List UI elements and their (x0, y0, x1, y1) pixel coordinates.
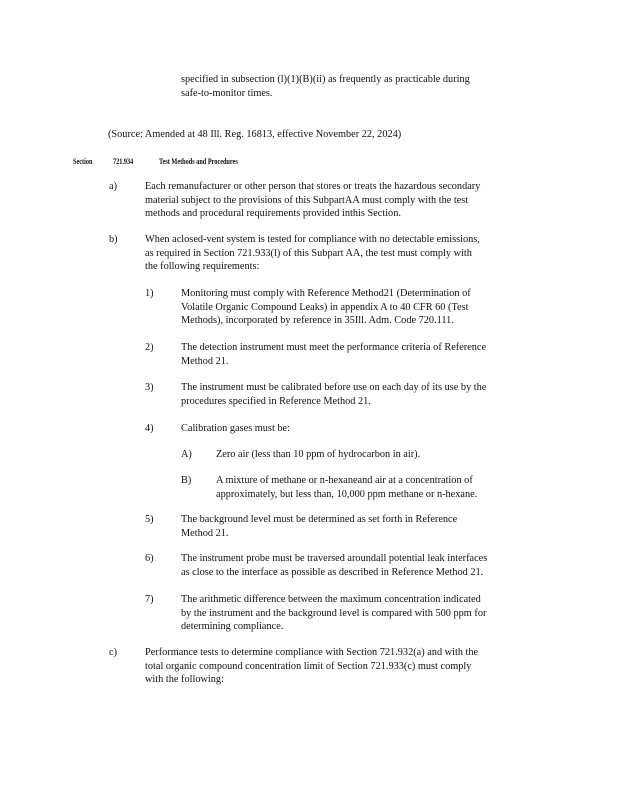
text-line: The arithmetic difference between the maximum concentration indicated (181, 594, 481, 605)
text-line: The background level must be determined as set forth in Reference (181, 514, 458, 525)
text-line: with the following: (145, 674, 224, 686)
item-1-label: 1) (145, 288, 154, 299)
item-4-text (181, 422, 537, 436)
item-5-label: 5) (145, 514, 154, 525)
source-note: (Source: Amended at 48 Ill. Reg. 16813, effective November 22, 2024) (108, 129, 402, 140)
text-line: Each remanufacturer or other person that stores or treats the hazardous secondary (145, 181, 481, 192)
text-line: Volatile Organic Compound Leaks) in appendix A to 40 CFR 60 (Test (181, 301, 469, 313)
text-line: The detection instrument must meet the performance criteria of Reference (181, 342, 487, 353)
subitem-a-label: A) (181, 449, 192, 460)
text-line: The instrument must be calibrated before use on each day of its use by the (181, 382, 487, 393)
text-line: Calibration gases must be: (181, 423, 290, 434)
item-7-label: 7) (145, 594, 154, 605)
para-b-label: b) (109, 234, 118, 245)
text-line: The instrument probe must be traversed aroundall potential leak interfaces (181, 553, 488, 564)
item-2-text (181, 341, 537, 368)
item-5-text (181, 513, 537, 540)
subitem-b-text (216, 474, 536, 501)
item-7-text (181, 593, 537, 634)
item-4-label: 4) (145, 423, 154, 434)
text-line: Method 21. (181, 527, 229, 539)
text-line: by the instrument and the background level is compared with 500 ppm for (181, 607, 487, 619)
text-line: safe-to-monitor times. (181, 87, 273, 99)
para-c-text (145, 646, 535, 687)
text-line: the following requirements: (145, 261, 260, 273)
para-c-label: c) (109, 647, 117, 658)
text-line: specified in subsection (l)(1)(B)(ii) as frequently as practicable during (181, 74, 470, 85)
text-line: total organic compound concentration limit of Section 721.933(c) must comply (145, 660, 472, 672)
section-title: Test Methods and Procedures (159, 157, 238, 166)
text-line: A mixture of methane or n-hexaneand air at a concentration of (216, 475, 473, 486)
text-line: as close to the interface as possible as described in Reference Method 21. (181, 566, 484, 578)
subitem-b-label: B) (181, 475, 192, 486)
section-label: Section (73, 157, 93, 166)
text-line: Methods), incorporated by reference in 35Ill. Adm. Code 720.111. (181, 315, 454, 327)
text-line: Performance tests to determine compliance with Section 721.932(a) and with the (145, 647, 479, 658)
subitem-a-text (216, 448, 536, 462)
text-line: material subject to the provisions of this SubpartAA must comply with the test (145, 194, 469, 206)
para-a-text (145, 180, 535, 221)
text-line: procedures specified in Reference Method 21. (181, 395, 371, 407)
text-line: Zero air (less than 10 ppm of hydrocarbon in air). (216, 449, 421, 460)
item-3-text (181, 381, 537, 408)
item-6-label: 6) (145, 553, 154, 564)
item-1-text (181, 287, 537, 328)
section-number: 721.934 (113, 157, 134, 166)
para-b-text (145, 233, 535, 274)
para-a-label: a) (109, 181, 117, 192)
text-line: determining compliance. (181, 621, 284, 633)
continuation-paragraph (181, 73, 537, 100)
item-2-label: 2) (145, 342, 154, 353)
item-6-text (181, 552, 537, 579)
text-line: Monitoring must comply with Reference Method21 (Determination of (181, 288, 471, 299)
text-line: approximately, but less than, 10,000 ppm methane or n-hexane. (216, 488, 478, 500)
text-line: When aclosed-vent system is tested for compliance with no detectable emissions, (145, 234, 480, 245)
text-line: Method 21. (181, 355, 229, 367)
text-line: methods and procedural requirements provided inthis Section. (145, 208, 401, 220)
text-line: as required in Section 721.933(l) of this Subpart AA, the test must comply with (145, 247, 472, 259)
item-3-label: 3) (145, 382, 154, 393)
